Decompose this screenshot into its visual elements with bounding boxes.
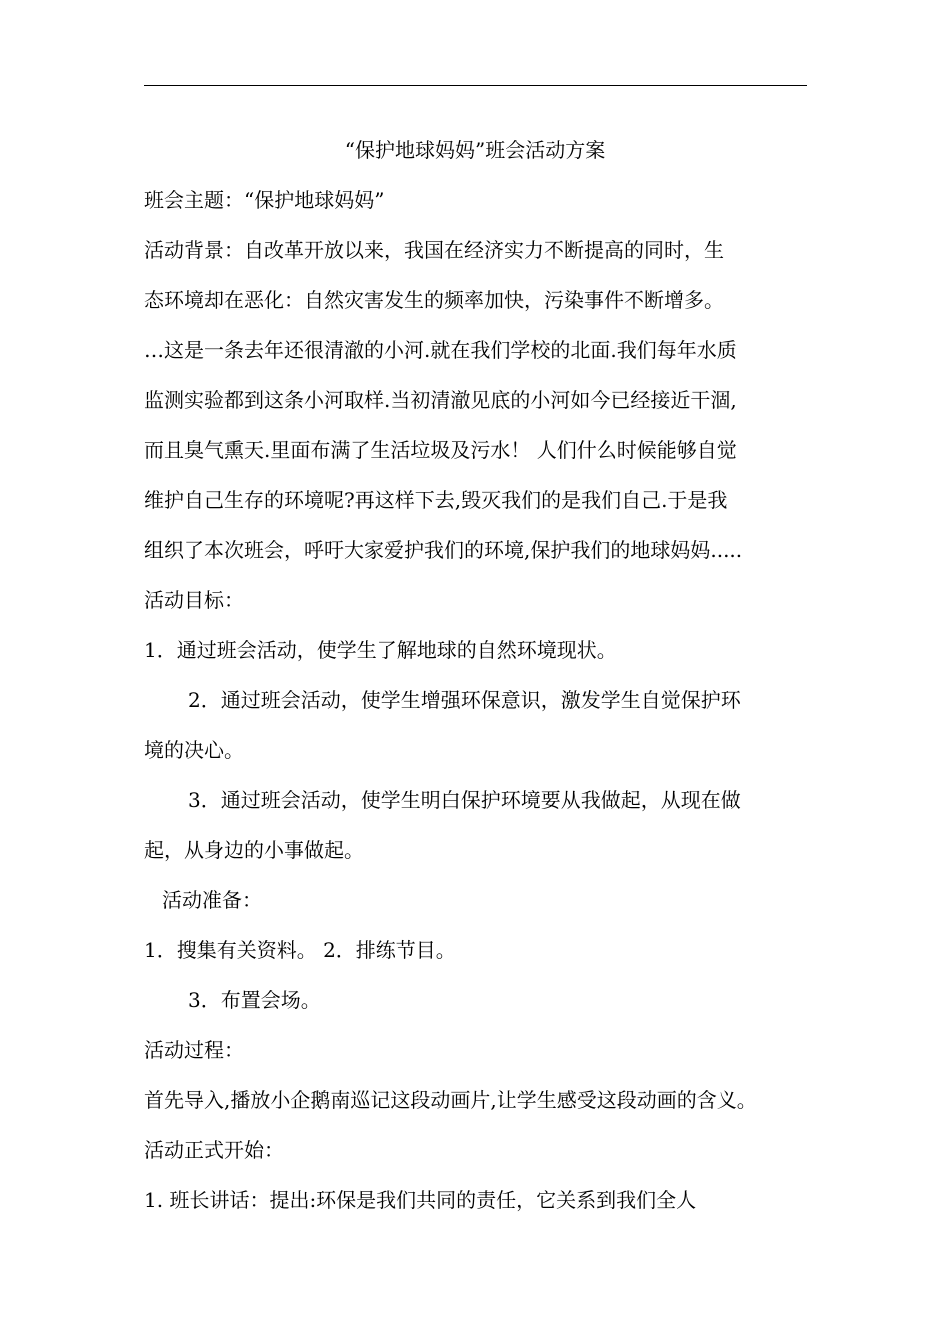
process-heading: 活动过程： [144, 1038, 244, 1062]
background-line-1: 活动背景：自改革开放以来，我国在经济实力不断提高的同时，生 [144, 238, 724, 262]
preparation-heading: 活动准备： [162, 888, 262, 912]
goal-item-1: 1．通过班会活动，使学生了解地球的自然环境现状。 [144, 638, 617, 662]
background-line-3: …这是一条去年还很清澈的小河.就在我们学校的北面.我们每年水质 [144, 338, 737, 362]
preparation-item-3: 3．布置会场。 [188, 988, 321, 1012]
activity-start-heading: 活动正式开始： [144, 1138, 284, 1162]
goal-item-3-line-1: 3．通过班会活动，使学生明白保护环境要从我做起，从现在做 [188, 788, 741, 812]
goal-item-2-line-2: 境的决心。 [144, 738, 244, 762]
header-rule [144, 85, 807, 86]
background-line-2: 态环境却在恶化：自然灾害发生的频率加快，污染事件不断增多。 [144, 288, 724, 312]
preparation-items-1-2: 1．搜集有关资料。 2．排练节目。 [144, 938, 456, 962]
goals-heading: 活动目标： [144, 588, 244, 612]
goal-item-3-line-2: 起，从身边的小事做起。 [144, 838, 364, 862]
background-line-7: 组织了本次班会，呼吁大家爱护我们的环境,保护我们的地球妈妈..... [144, 538, 743, 562]
background-line-6: 维护自己生存的环境呢?再这样下去,毁灭我们的是我们自己.于是我 [144, 488, 728, 512]
goal-item-2-line-1: 2．通过班会活动，使学生增强环保意识，激发学生自觉保护环 [188, 688, 741, 712]
background-line-4: 监测实验都到这条小河取样.当初清澈见底的小河如今已经接近干涸, [144, 388, 737, 412]
theme-line: 班会主题：“保护地球妈妈” [144, 188, 385, 212]
background-line-5: 而且臭气熏天.里面布满了生活垃圾及污水！ 人们什么时候能够自觉 [144, 438, 737, 462]
activity-step-1: 1. 班长讲话：提出:环保是我们共同的责任，它关系到我们全人 [144, 1188, 697, 1212]
document-title: “保护地球妈妈”班会活动方案 [344, 138, 606, 162]
process-intro: 首先导入,播放小企鹅南巡记这段动画片,让学生感受这段动画的含义。 [144, 1088, 757, 1112]
